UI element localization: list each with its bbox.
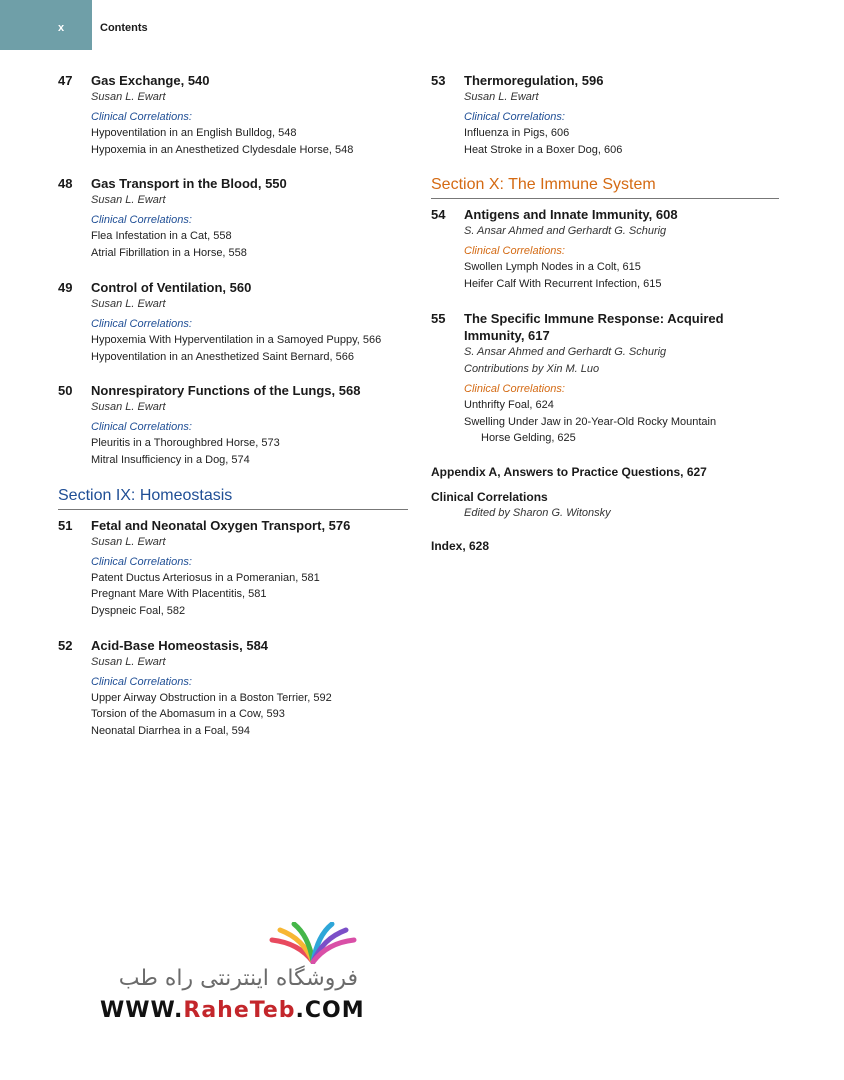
clinical-correlations-label: Clinical Correlations: — [464, 111, 565, 123]
chapter-title[interactable]: Thermoregulation, 596 — [464, 73, 604, 88]
clinical-correlation-item[interactable]: Patent Ductus Arteriosus in a Pomeranian, 581 — [91, 571, 320, 584]
chapter-contributions: Contributions by Xin M. Luo — [464, 362, 600, 375]
clinical-correlation-item[interactable]: Unthrifty Foal, 624 — [464, 398, 554, 411]
chapter-number: 50 — [58, 383, 73, 399]
clinical-correlation-item[interactable]: Atrial Fibrillation in a Horse, 558 — [91, 247, 247, 260]
chapter-author: Susan L. Ewart — [91, 401, 166, 414]
clinical-correlation-item[interactable]: Hypoventilation in an Anesthetized Saint Bernard, 566 — [91, 350, 354, 363]
chapter-title[interactable]: Gas Transport in the Blood, 550 — [91, 176, 287, 192]
chapter-author: Susan L. Ewart — [91, 535, 166, 548]
chapter-54 — [431, 206, 779, 292]
chapter-47 — [58, 72, 408, 158]
chapter-number: 47 — [58, 73, 73, 88]
chapter-number: 54 — [431, 207, 446, 223]
chapter-52 — [58, 637, 408, 740]
clinical-correlations-label: Clinical Correlations: — [91, 421, 192, 434]
url-suffix: .COM — [295, 998, 365, 1023]
clinical-correlation-item[interactable]: Dyspneic Foal, 582 — [91, 605, 186, 618]
section-heading-immune-system — [431, 175, 779, 199]
clinical-correlations-label: Clinical Correlations: — [91, 111, 192, 123]
clinical-correlation-item[interactable]: Mitral Insufficiency in a Dog, 574 — [91, 453, 250, 466]
chapter-author: Susan L. Ewart — [91, 91, 166, 103]
chapter-title[interactable]: Gas Exchange, 540 — [91, 73, 210, 88]
url-brand: RaheTeb — [183, 998, 296, 1023]
chapter-number: 52 — [58, 637, 73, 653]
clinical-correlation-item[interactable]: Hypoventilation in an English Bulldog, 548 — [91, 127, 297, 139]
clinical-correlations-heading[interactable]: Clinical Correlations — [431, 489, 548, 504]
chapter-number: 49 — [58, 279, 73, 295]
page-number-tab — [0, 0, 92, 50]
clinical-correlations-label: Clinical Correlations: — [91, 214, 192, 227]
index-entry[interactable]: Index, 628 — [431, 538, 490, 553]
chapter-author: S. Ansar Ahmed and Gerhardt G. Schurig — [464, 345, 667, 358]
chapter-author: Susan L. Ewart — [464, 91, 539, 103]
chapter-title[interactable]: Antigens and Innate Immunity, 608 — [464, 207, 678, 223]
section-heading-homeostasis — [58, 486, 408, 510]
chapter-50 — [58, 382, 408, 468]
clinical-correlation-item[interactable]: Heat Stroke in a Boxer Dog, 606 — [464, 143, 623, 156]
watermark — [100, 922, 365, 1032]
chapter-number: 51 — [58, 517, 73, 533]
url-prefix: WWW. — [100, 998, 184, 1023]
clinical-correlation-item[interactable]: Hypoxemia With Hyperventilation in a Samoyed Puppy, 566 — [91, 333, 382, 346]
chapter-49 — [58, 279, 408, 365]
chapter-48 — [58, 175, 408, 261]
clinical-correlations-label: Clinical Correlations: — [91, 317, 192, 330]
chapter-51 — [58, 517, 408, 620]
chapter-53 — [431, 72, 779, 158]
right-column — [431, 72, 779, 554]
running-title: Contents — [100, 22, 148, 34]
section-title[interactable]: Section IX: Homeostasis — [58, 486, 233, 504]
clinical-correlation-item[interactable]: Neonatal Diarrhea in a Foal, 594 — [91, 725, 250, 738]
clinical-correlation-item[interactable]: Upper Airway Obstruction in a Boston Terrier, 592 — [91, 691, 332, 704]
section-title[interactable]: Section X: The Immune System — [431, 176, 656, 194]
chapter-author: Susan L. Ewart — [91, 655, 166, 668]
watermark-url — [100, 998, 365, 1023]
clinical-correlation-item[interactable]: Pregnant Mare With Placentitis, 581 — [91, 588, 267, 601]
chapter-author: Susan L. Ewart — [91, 297, 166, 310]
clinical-correlation-item[interactable]: Influenza in Pigs, 606 — [464, 127, 570, 139]
clinical-correlation-item[interactable]: Swelling Under Jaw in 20-Year-Old Rocky Mountain — [464, 415, 717, 428]
page-header — [0, 0, 844, 50]
clinical-correlation-item[interactable]: Torsion of the Abomasum in a Cow, 593 — [91, 708, 285, 721]
clinical-correlation-item[interactable]: Hypoxemia in an Anesthetized Clydesdale Horse, 548 — [91, 143, 354, 156]
chapter-title[interactable]: Nonrespiratory Functions of the Lungs, 568 — [91, 383, 361, 399]
chapter-author: S. Ansar Ahmed and Gerhardt G. Schurig — [464, 225, 667, 238]
chapter-number: 55 — [431, 310, 446, 326]
chapter-title-line-2[interactable]: Immunity, 617 — [464, 327, 550, 343]
chapter-title-line-1[interactable]: The Specific Immune Response: Acquired — [464, 310, 724, 326]
clinical-correlation-item[interactable]: Heifer Calf With Recurrent Infection, 615 — [464, 278, 662, 291]
clinical-correlation-item-continuation[interactable]: Horse Gelding, 625 — [481, 432, 576, 445]
edited-by: Edited by Sharon G. Witonsky — [464, 506, 611, 519]
chapter-title[interactable]: Acid-Base Homeostasis, 584 — [91, 637, 269, 653]
chapter-title[interactable]: Fetal and Neonatal Oxygen Transport, 576 — [91, 517, 351, 533]
clinical-correlations-label: Clinical Correlations: — [91, 675, 192, 688]
clinical-correlation-item[interactable]: Pleuritis in a Thoroughbred Horse, 573 — [91, 437, 280, 450]
page-number: x — [58, 22, 65, 34]
appendix-entry[interactable]: Appendix A, Answers to Practice Questions, 627 — [431, 464, 707, 479]
clinical-correlation-item[interactable]: Swollen Lymph Nodes in a Colt, 615 — [464, 261, 641, 274]
clinical-correlation-item[interactable]: Flea Infestation in a Cat, 558 — [91, 230, 232, 243]
clinical-correlations-label: Clinical Correlations: — [91, 555, 192, 568]
chapter-55 — [431, 310, 779, 447]
chapter-author: Susan L. Ewart — [91, 194, 166, 207]
clinical-correlations-label: Clinical Correlations: — [464, 382, 565, 395]
chapter-title[interactable]: Control of Ventilation, 560 — [91, 279, 252, 295]
left-column — [58, 72, 408, 757]
chapter-number: 53 — [431, 73, 446, 88]
open-book-logo-icon — [268, 922, 358, 964]
chapter-number: 48 — [58, 176, 73, 192]
clinical-correlations-label: Clinical Correlations: — [464, 245, 565, 258]
watermark-persian-text: فروشگاه اینترنتی راه طب — [118, 966, 358, 991]
